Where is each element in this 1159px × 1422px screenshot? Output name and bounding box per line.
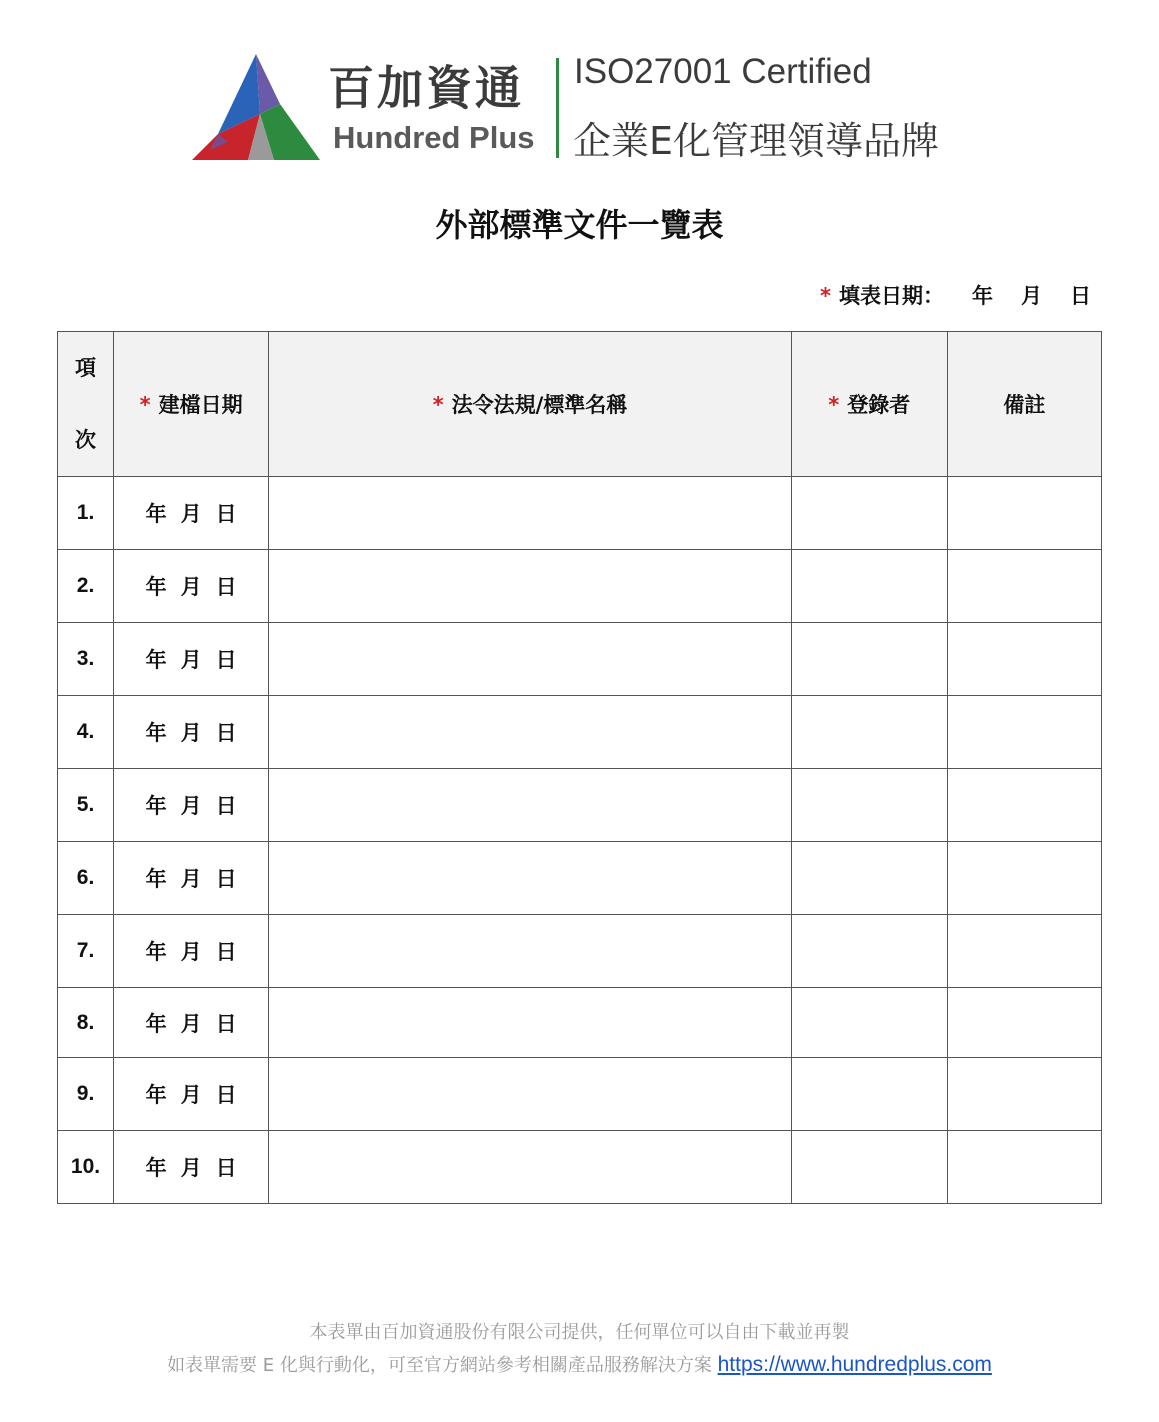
fill-date-day[interactable]: 日 [1070,284,1091,308]
row-date-cell[interactable] [114,988,269,1058]
row-date-year: 年 [145,502,167,526]
row-number: 6. [58,842,114,915]
row-date-cell[interactable] [114,550,269,623]
table-row [58,1058,1102,1131]
row-date-day: 日 [215,1083,237,1107]
row-date-year: 年 [145,867,167,891]
row-registrant-cell[interactable] [791,915,947,988]
row-date-year: 年 [145,1011,167,1036]
row-note-cell[interactable] [947,915,1101,988]
row-number: 7. [58,915,114,988]
brand-name-cn: 百加資通 [328,61,524,115]
required-mark: * [820,284,831,308]
row-note-cell[interactable] [947,477,1101,550]
row-date-day: 日 [215,1011,237,1036]
row-date-month: 月 [180,1083,202,1107]
row-standard-name-cell[interactable] [269,1058,792,1131]
row-date-cell[interactable] [114,696,269,769]
fill-date-label: 填表日期： [839,284,944,308]
brand-slogan: 企業E化管理領導品牌 [573,119,940,163]
row-date-year: 年 [145,794,167,818]
row-date-day: 日 [215,1156,237,1180]
row-number: 2. [58,550,114,623]
brand-divider [556,58,559,158]
row-registrant-cell[interactable] [791,769,947,842]
row-registrant-cell[interactable] [791,842,947,915]
row-date-day: 日 [215,575,237,599]
row-date-cell[interactable] [114,477,269,550]
row-standard-name-cell[interactable] [269,623,792,696]
row-note-cell[interactable] [947,1131,1101,1204]
row-date-year: 年 [145,648,167,672]
row-standard-name-cell[interactable] [269,477,792,550]
row-date-cell[interactable] [114,915,269,988]
header-standard-name-label: 法令法規/標準名稱 [451,393,628,417]
row-number: 4. [58,696,114,769]
row-date-day: 日 [215,867,237,891]
row-registrant-cell[interactable] [791,1058,947,1131]
row-date-month: 月 [180,1156,202,1180]
row-note-cell[interactable] [947,623,1101,696]
header-create-date [114,332,269,477]
required-mark: * [139,393,151,417]
header-note [947,332,1101,477]
row-date-cell[interactable] [114,623,269,696]
header-item-no-bottom: 次 [75,428,97,452]
row-date-month: 月 [180,1011,202,1036]
table-row [58,769,1102,842]
row-note-cell[interactable] [947,550,1101,623]
table-row [58,915,1102,988]
row-standard-name-cell[interactable] [269,1131,792,1204]
row-date-month: 月 [180,867,202,891]
row-note-cell[interactable] [947,696,1101,769]
header-item-no [58,332,114,477]
fill-date-year[interactable]: 年 [972,284,993,308]
row-date-month: 月 [180,648,202,672]
row-date-cell[interactable] [114,842,269,915]
row-date-cell[interactable] [114,1058,269,1131]
header-create-date-label: 建檔日期 [158,393,243,417]
required-mark: * [432,393,444,417]
row-standard-name-cell[interactable] [269,915,792,988]
row-date-cell[interactable] [114,769,269,842]
row-registrant-cell[interactable] [791,477,947,550]
row-note-cell[interactable] [947,988,1101,1058]
row-number: 5. [58,769,114,842]
row-note-cell[interactable] [947,1058,1101,1131]
required-mark: * [828,393,840,417]
document-list-table [57,331,1102,1204]
brand-iso-certification: ISO27001 Certified [574,52,872,91]
footer-line-1: 本表單由百加資通股份有限公司提供，任何單位可以自由下載並再製 [309,1322,850,1343]
table-row [58,477,1102,550]
header-item-no-top: 項 [75,356,97,380]
table-row [58,988,1102,1058]
table-row [58,1131,1102,1204]
row-date-day: 日 [215,648,237,672]
row-number: 10. [58,1131,114,1204]
row-date-month: 月 [180,794,202,818]
row-date-year: 年 [145,940,167,964]
header-note-label: 備註 [1003,393,1046,417]
row-registrant-cell[interactable] [791,1131,947,1204]
document-title: 外部標準文件一覽表 [435,206,724,244]
hundred-plus-logo-icon [188,52,324,172]
row-standard-name-cell[interactable] [269,696,792,769]
row-date-year: 年 [145,1156,167,1180]
row-registrant-cell[interactable] [791,696,947,769]
table-row [58,623,1102,696]
table-row [58,842,1102,915]
row-note-cell[interactable] [947,842,1101,915]
row-date-month: 月 [180,575,202,599]
row-number: 9. [58,1058,114,1131]
fill-date [820,280,1091,310]
row-note-cell[interactable] [947,769,1101,842]
row-date-day: 日 [215,940,237,964]
row-number: 1. [58,477,114,550]
table-row [58,696,1102,769]
row-registrant-cell[interactable] [791,988,947,1058]
row-date-month: 月 [180,940,202,964]
fill-date-month[interactable]: 月 [1021,284,1042,308]
row-number: 8. [58,988,114,1058]
row-date-day: 日 [215,721,237,745]
row-standard-name-cell[interactable] [269,988,792,1058]
row-date-day: 日 [215,502,237,526]
row-date-month: 月 [180,721,202,745]
row-standard-name-cell[interactable] [269,842,792,915]
footer-line-2-text: 如表單需要 E 化與行動化，可至官方網站參考相關產品服務解決方案 [167,1355,712,1376]
row-date-month: 月 [180,502,202,526]
row-standard-name-cell[interactable] [269,550,792,623]
row-date-cell[interactable] [114,1131,269,1204]
row-date-year: 年 [145,721,167,745]
footer-line-2 [0,1351,1159,1377]
row-date-year: 年 [145,575,167,599]
header-standard-name [269,332,792,477]
row-registrant-cell[interactable] [791,623,947,696]
footer-website-link[interactable]: https://www.hundredplus.com [717,1353,992,1376]
table-row [58,550,1102,623]
row-standard-name-cell[interactable] [269,769,792,842]
row-date-year: 年 [145,1083,167,1107]
header-registrant-label: 登錄者 [847,393,911,417]
brand-name-en: Hundred Plus [333,120,535,155]
row-number: 3. [58,623,114,696]
row-registrant-cell[interactable] [791,550,947,623]
header-registrant [791,332,947,477]
row-date-day: 日 [215,794,237,818]
